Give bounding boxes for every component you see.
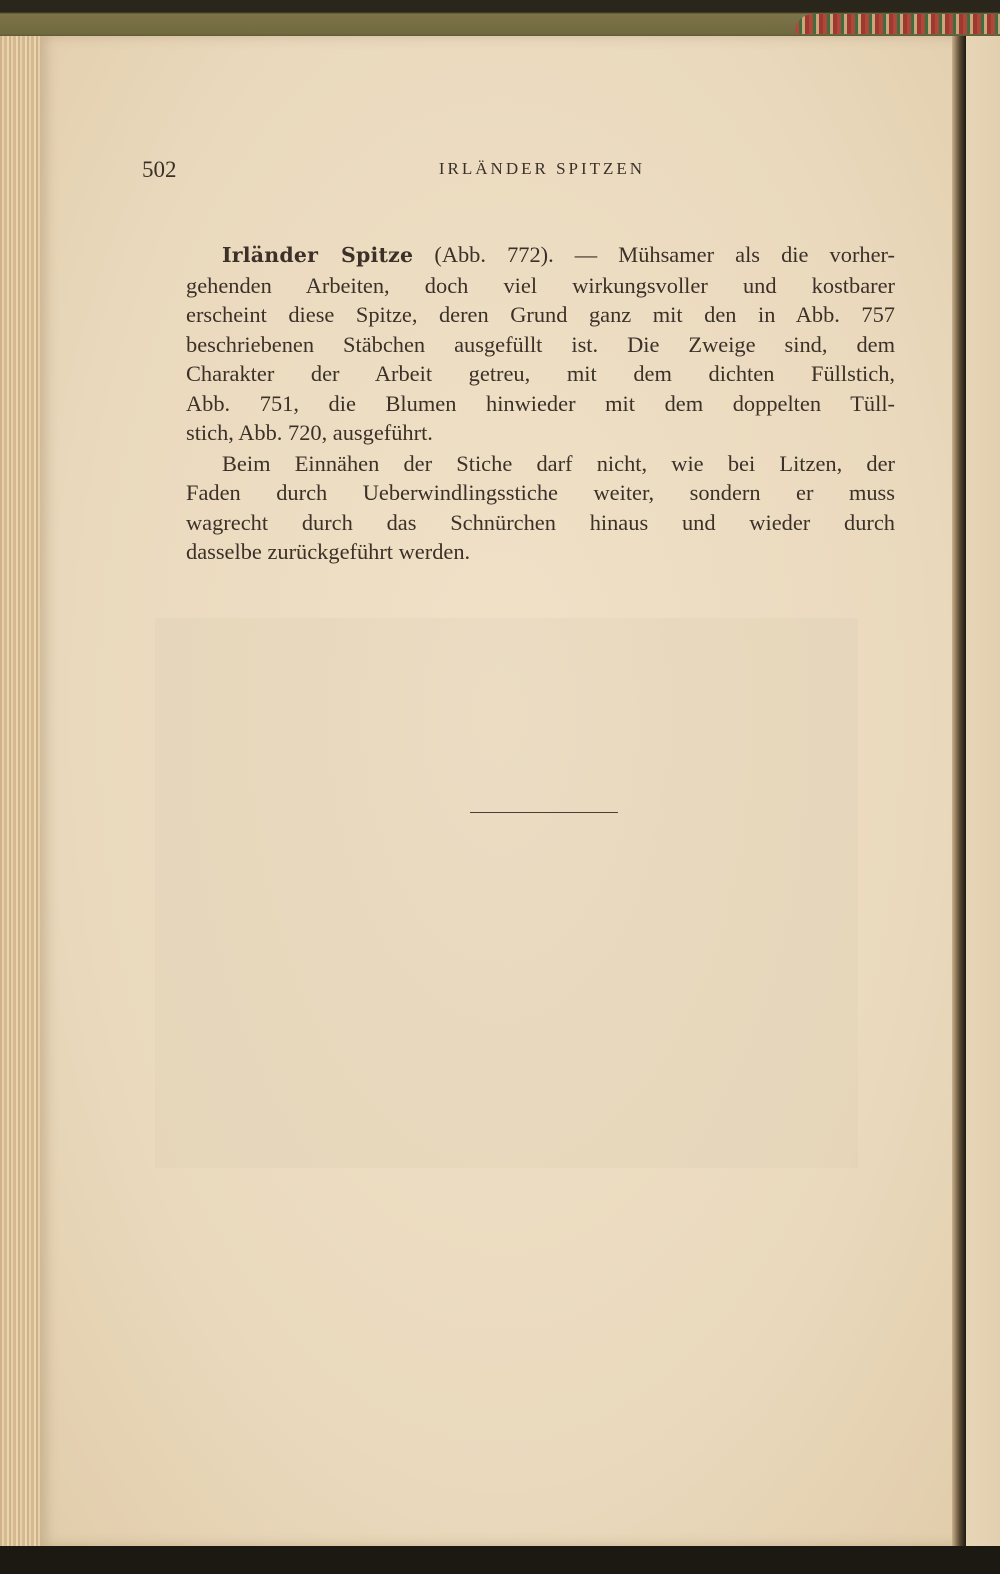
text-line: erscheint diese Spitze, deren Grund ganz mit den in Abb. 757	[186, 302, 895, 327]
text-line: Charakter der Arbeit getreu, mit dem dichten Füllstich,	[186, 361, 895, 386]
page-number: 502	[142, 157, 177, 182]
text-line: dasselbe zurückgeführt werden.	[186, 539, 471, 564]
text-line: beschriebenen Stäbchen ausgefüllt ist. Die Zweige sind, dem	[186, 331, 895, 357]
page-edges	[0, 36, 44, 1546]
running-head: IRLÄNDER SPITZEN	[438, 159, 646, 178]
page-header	[142, 157, 862, 191]
text-line: Faden durch Ueberwindlingsstiche weiter, sondern er muss	[186, 480, 895, 505]
book-cover-bottom	[0, 1546, 1000, 1574]
next-page-edge	[966, 36, 1000, 1546]
show-through-illustration	[155, 618, 858, 1168]
paragraph-einnaehen	[186, 449, 895, 567]
decorative-binding-strip	[795, 14, 1000, 34]
text-line: wagrecht durch das Schnürchen hinaus und wieder durch	[186, 509, 895, 535]
section-end-rule	[470, 812, 618, 813]
paragraph-title: Irländer Spitze	[222, 243, 414, 267]
text-line: gehenden Arbeiten, doch viel wirkungsvoller und kostbarer	[186, 272, 895, 298]
text-line: Abb. 751, die Blumen hinwieder mit dem doppelten Tüll-	[186, 390, 895, 416]
body-text	[186, 240, 895, 567]
text-line: Beim Einnähen der Stiche darf nicht, wie bei Litzen, der	[222, 450, 895, 476]
paragraph-irlaender-spitze	[186, 240, 895, 448]
text-line	[186, 240, 895, 271]
text-line-segment: (Abb. 772). — Mühsamer als die vorher-	[413, 242, 895, 267]
text-line: stich, Abb. 720, ausgeführt.	[186, 420, 433, 445]
spine-shadow	[952, 36, 966, 1546]
